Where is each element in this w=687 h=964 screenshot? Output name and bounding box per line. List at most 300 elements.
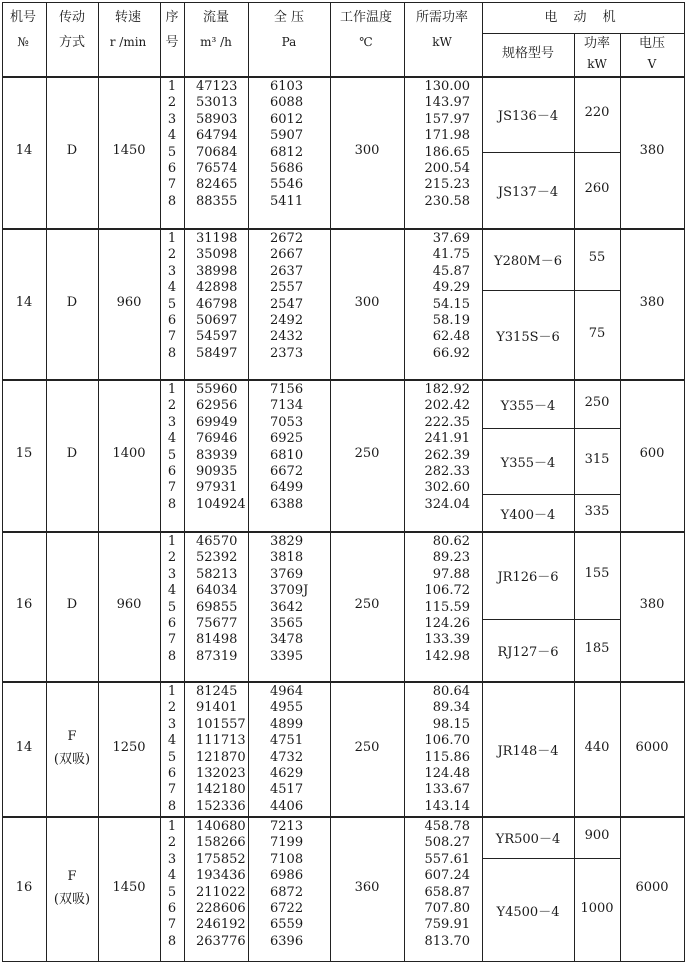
row-pressure: 6396 [270, 933, 304, 949]
column-rule-8 [482, 2, 483, 962]
row-pressure: 7156 [270, 382, 304, 397]
row-pressure: 3565 [270, 616, 304, 631]
group-voltage: 380 [639, 294, 665, 310]
row-pressure: 7199 [270, 835, 304, 851]
row-flow: 246192 [196, 917, 246, 933]
column-rule-7 [404, 2, 405, 962]
row-power: 89.34 [432, 700, 470, 716]
row-flow: 58213 [196, 566, 238, 582]
row-pressure: 3818 [270, 550, 304, 566]
row-pressure: 2432 [270, 329, 304, 345]
row-pressure: 6872 [270, 884, 304, 900]
row-seq: 8 [167, 798, 177, 814]
row-power: 49.29 [432, 280, 470, 296]
row-flow: 64794 [196, 128, 238, 144]
group-jihao: 14 [15, 143, 33, 158]
row-flow: 64034 [196, 583, 238, 599]
row-power: 458.78 [424, 819, 470, 834]
row-power: 222.35 [424, 414, 470, 430]
motor-model: Y355－4 [500, 456, 556, 471]
row-seq: 5 [167, 884, 177, 900]
row-seq: 5 [167, 599, 177, 615]
group-temp: 360 [354, 879, 380, 895]
row-pressure: 5907 [270, 128, 304, 144]
row-power: 171.98 [424, 128, 470, 144]
row-pressure: 4955 [270, 700, 304, 716]
row-power: 80.64 [432, 684, 470, 699]
row-seq: 1 [167, 684, 177, 699]
header-seq [160, 10, 184, 50]
row-flow: 140680 [196, 819, 246, 834]
header-seq-label: 序 [165, 10, 179, 25]
motor-model: Y400－4 [500, 507, 556, 523]
row-seq: 3 [167, 111, 177, 127]
row-pressure: 3478 [270, 632, 304, 648]
row-seq: 4 [167, 868, 177, 884]
row-seq: 6 [167, 616, 177, 631]
header-power-unit: kW [432, 35, 452, 49]
motor-kw: 1000 [580, 900, 614, 916]
row-power: 106.70 [424, 733, 470, 749]
row-seq: 3 [167, 716, 177, 732]
row-pressure: 2373 [270, 345, 304, 361]
row-power: 658.87 [424, 884, 470, 900]
row-pressure: 6103 [270, 79, 304, 94]
row-seq: 1 [167, 231, 177, 246]
row-power: 115.59 [424, 599, 470, 615]
row-flow: 175852 [196, 851, 246, 867]
group-temp: 250 [354, 597, 380, 612]
header-jihao-unit: № [17, 35, 29, 49]
row-seq: 7 [167, 480, 177, 496]
header-motor-model: 规格型号 [501, 46, 554, 61]
row-power: 302.60 [424, 480, 470, 496]
column-rule-3 [160, 2, 161, 962]
row-seq: 1 [167, 79, 177, 94]
row-flow: 69949 [196, 414, 238, 430]
row-pressure: 4406 [270, 798, 304, 814]
row-seq: 8 [167, 496, 177, 512]
row-flow: 104924 [196, 496, 246, 512]
row-seq: 1 [167, 534, 177, 549]
row-pressure: 7053 [270, 414, 304, 430]
group-jihao: 16 [15, 879, 33, 895]
header-temp-label: 工作温度 [339, 10, 392, 25]
header-motor-power-label: 功率 [583, 36, 610, 51]
row-flow: 81245 [196, 684, 238, 699]
row-flow: 142180 [196, 782, 246, 798]
row-pressure: 3769 [270, 566, 304, 582]
row-flow: 121870 [196, 749, 246, 765]
row-seq: 7 [167, 917, 177, 933]
row-flow: 54597 [196, 329, 238, 345]
column-rule-11 [684, 2, 685, 962]
row-power: 115.86 [424, 749, 470, 765]
column-rule-9 [574, 33, 575, 962]
row-pressure: 6722 [270, 901, 304, 916]
header-jihao [2, 10, 44, 50]
header-motor: 电 动 机 [544, 10, 622, 25]
group-drive: D [66, 597, 78, 612]
motor-header-divider [482, 33, 685, 34]
row-seq: 2 [167, 95, 177, 111]
row-flow: 87319 [196, 648, 238, 664]
row-flow: 101557 [196, 716, 246, 732]
header-temp [330, 10, 402, 50]
row-power: 143.97 [424, 95, 470, 111]
row-power: 157.97 [424, 111, 470, 127]
group-bottom-rule [2, 531, 685, 533]
row-seq: 3 [167, 414, 177, 430]
row-seq: 8 [167, 648, 177, 664]
column-rule-0 [2, 2, 3, 962]
row-seq: 6 [167, 313, 177, 328]
motor-kw: 55 [588, 250, 606, 265]
row-power: 707.80 [424, 901, 470, 916]
header-motor-voltage [620, 36, 684, 72]
column-rule-6 [330, 2, 331, 962]
motor-kw: 260 [584, 181, 610, 196]
group-speed: 1400 [112, 446, 146, 461]
row-seq: 2 [167, 247, 177, 263]
row-flow: 62956 [196, 398, 238, 414]
row-pressure: 5411 [270, 193, 304, 209]
row-pressure: 6012 [270, 111, 304, 127]
row-seq: 7 [167, 177, 177, 193]
row-pressure: 2492 [270, 313, 304, 328]
row-flow: 47123 [196, 79, 238, 94]
row-flow: 35098 [196, 247, 238, 263]
row-seq: 6 [167, 901, 177, 916]
row-pressure: 7213 [270, 819, 304, 834]
row-seq: 7 [167, 329, 177, 345]
row-pressure: 4732 [270, 749, 304, 765]
row-seq: 3 [167, 851, 177, 867]
group-temp: 300 [354, 143, 380, 158]
group-voltage: 600 [639, 446, 665, 461]
group-bottom-rule [2, 961, 685, 962]
row-pressure: 6812 [270, 144, 304, 160]
row-power: 97.88 [432, 566, 470, 582]
motor-model: JR148－4 [497, 743, 559, 759]
group-drive-note: (双吸) [53, 751, 91, 767]
row-power: 241.91 [424, 431, 470, 447]
group-voltage: 6000 [635, 879, 669, 895]
row-seq: 4 [167, 128, 177, 144]
row-flow: 50697 [196, 313, 238, 328]
row-flow: 88355 [196, 193, 238, 209]
header-motor-power [574, 36, 620, 72]
row-flow: 152336 [196, 798, 246, 814]
motor-model: YR500－4 [495, 832, 561, 847]
row-seq: 6 [167, 464, 177, 479]
motor-kw: 315 [584, 452, 610, 467]
row-seq: 4 [167, 280, 177, 296]
row-power: 133.39 [424, 632, 470, 648]
row-pressure: 4964 [270, 684, 304, 699]
header-power-label: 所需功率 [415, 10, 468, 25]
row-power: 324.04 [424, 496, 470, 512]
row-pressure: 6088 [270, 95, 304, 111]
row-seq: 6 [167, 161, 177, 176]
row-seq: 5 [167, 447, 177, 463]
table-top-rule [2, 2, 685, 3]
row-pressure: 6925 [270, 431, 304, 447]
group-voltage: 6000 [635, 739, 669, 755]
row-pressure: 2667 [270, 247, 304, 263]
row-pressure: 3829 [270, 534, 304, 549]
row-flow: 58497 [196, 345, 238, 361]
row-seq: 7 [167, 632, 177, 648]
row-seq: 2 [167, 550, 177, 566]
motor-model: JR126－6 [497, 570, 559, 585]
row-flow: 46570 [196, 534, 238, 549]
row-pressure: 4751 [270, 733, 304, 749]
header-temp-unit: ℃ [359, 35, 373, 49]
group-temp: 250 [354, 446, 380, 461]
motor-kw: 155 [584, 566, 610, 581]
row-flow: 228606 [196, 901, 246, 916]
row-pressure: 6559 [270, 917, 304, 933]
column-rule-2 [98, 2, 99, 962]
motor-model: Y280M－6 [494, 254, 562, 269]
row-power: 54.15 [432, 296, 470, 312]
row-pressure: 6499 [270, 480, 304, 496]
header-drive-label: 传动 [58, 10, 85, 25]
row-power: 759.91 [424, 917, 470, 933]
group-drive: D [66, 294, 78, 310]
row-power: 557.61 [424, 851, 470, 867]
motor-model: JS137－4 [497, 185, 559, 200]
row-flow: 263776 [196, 933, 246, 949]
motor-kw: 75 [588, 325, 606, 341]
row-pressure: 4629 [270, 766, 304, 781]
row-pressure: 6388 [270, 496, 304, 512]
row-flow: 70684 [196, 144, 238, 160]
row-pressure: 3709J [270, 583, 309, 599]
row-flow: 132023 [196, 766, 246, 781]
header-pressure-unit: Pa [281, 35, 297, 49]
group-bottom-rule [2, 681, 685, 683]
group-jihao: 14 [15, 739, 33, 755]
motor-kw: 900 [584, 828, 610, 843]
row-power: 202.42 [424, 398, 470, 414]
motor-model: Y315S－6 [496, 329, 560, 345]
header-drive [46, 10, 98, 50]
group-bottom-rule [2, 379, 685, 381]
row-pressure: 3642 [270, 599, 304, 615]
header-jihao-label: 机号 [9, 10, 36, 25]
header-pressure [248, 10, 330, 50]
row-seq: 4 [167, 733, 177, 749]
row-seq: 3 [167, 566, 177, 582]
row-power: 89.23 [432, 550, 470, 566]
motor-kw: 250 [584, 394, 610, 410]
group-voltage: 380 [639, 597, 665, 612]
row-pressure: 6986 [270, 868, 304, 884]
row-seq: 4 [167, 431, 177, 447]
row-power: 62.48 [432, 329, 470, 345]
row-power: 262.39 [424, 447, 470, 463]
motor-divider [482, 858, 621, 859]
group-bottom-rule [2, 228, 685, 230]
row-power: 282.33 [424, 464, 470, 479]
column-rule-10 [620, 33, 621, 962]
row-pressure: 6672 [270, 464, 304, 479]
row-seq: 2 [167, 835, 177, 851]
row-seq: 4 [167, 583, 177, 599]
group-speed: 960 [116, 597, 142, 612]
group-speed: 1450 [112, 143, 146, 158]
row-flow: 82465 [196, 177, 238, 193]
header-motor-voltage-label: 电压 [638, 36, 665, 51]
row-power: 124.26 [424, 616, 470, 631]
row-pressure: 6810 [270, 447, 304, 463]
row-pressure: 4899 [270, 716, 304, 732]
row-flow: 81498 [196, 632, 238, 648]
row-pressure: 7134 [270, 398, 304, 414]
group-drive: F [67, 728, 77, 744]
row-power: 142.98 [424, 648, 470, 664]
motor-model: JS136－4 [497, 109, 559, 124]
row-power: 106.72 [424, 583, 470, 599]
row-seq: 3 [167, 263, 177, 279]
row-pressure: 7108 [270, 851, 304, 867]
row-seq: 2 [167, 700, 177, 716]
row-seq: 7 [167, 782, 177, 798]
group-temp: 250 [354, 739, 380, 755]
column-rule-4 [184, 2, 185, 962]
column-rule-1 [46, 2, 47, 962]
row-pressure: 5686 [270, 161, 304, 176]
row-power: 80.62 [432, 534, 470, 549]
motor-divider [482, 494, 621, 495]
header-pressure-label: 全 压 [273, 10, 305, 25]
header-motor-voltage-unit: V [647, 57, 657, 71]
row-pressure: 2672 [270, 231, 304, 246]
row-flow: 76574 [196, 161, 238, 176]
row-power: 508.27 [424, 835, 470, 851]
row-flow: 97931 [196, 480, 238, 496]
group-speed: 1250 [112, 739, 146, 755]
row-flow: 55960 [196, 382, 238, 397]
header-speed-unit: r /min [109, 35, 147, 49]
column-rule-5 [248, 2, 249, 962]
row-power: 45.87 [432, 263, 470, 279]
row-flow: 53013 [196, 95, 238, 111]
row-flow: 193436 [196, 868, 246, 884]
row-flow: 46798 [196, 296, 238, 312]
motor-model: RJ127－6 [497, 645, 559, 660]
row-power: 58.19 [432, 313, 470, 328]
row-power: 200.54 [424, 161, 470, 176]
row-pressure: 3395 [270, 648, 304, 664]
group-drive: D [66, 446, 78, 461]
row-power: 215.23 [424, 177, 470, 193]
row-pressure: 2547 [270, 296, 304, 312]
row-seq: 2 [167, 398, 177, 414]
row-seq: 8 [167, 345, 177, 361]
group-drive: D [66, 143, 78, 158]
row-pressure: 4517 [270, 782, 304, 798]
row-pressure: 2637 [270, 263, 304, 279]
motor-kw: 185 [584, 641, 610, 656]
header-speed-label: 转速 [114, 10, 141, 25]
header-speed [98, 10, 158, 50]
motor-model: Y355－4 [500, 398, 556, 414]
row-power: 37.69 [432, 231, 470, 246]
row-power: 98.15 [432, 716, 470, 732]
row-power: 124.48 [424, 766, 470, 781]
header-motor-power-unit: kW [587, 57, 607, 71]
row-seq: 1 [167, 819, 177, 834]
motor-kw: 220 [584, 105, 610, 120]
motor-model: Y4500－4 [496, 904, 560, 920]
row-flow: 75677 [196, 616, 238, 631]
row-seq: 6 [167, 766, 177, 781]
row-pressure: 5546 [270, 177, 304, 193]
row-seq: 8 [167, 933, 177, 949]
row-flow: 69855 [196, 599, 238, 615]
motor-divider [482, 619, 621, 620]
row-flow: 52392 [196, 550, 238, 566]
header-flow [184, 10, 248, 50]
group-bottom-rule [2, 816, 685, 818]
row-flow: 158266 [196, 835, 246, 851]
group-jihao: 14 [15, 294, 33, 310]
row-flow: 76946 [196, 431, 238, 447]
row-flow: 38998 [196, 263, 238, 279]
row-flow: 58903 [196, 111, 238, 127]
row-flow: 211022 [196, 884, 246, 900]
row-power: 230.58 [424, 193, 470, 209]
row-flow: 83939 [196, 447, 238, 463]
row-pressure: 2557 [270, 280, 304, 296]
row-flow: 111713 [196, 733, 246, 749]
row-seq: 5 [167, 749, 177, 765]
row-power: 186.65 [424, 144, 470, 160]
row-power: 66.92 [432, 345, 470, 361]
motor-kw: 440 [584, 739, 610, 755]
row-power: 41.75 [432, 247, 470, 263]
group-voltage: 380 [639, 143, 665, 158]
row-power: 813.70 [424, 933, 470, 949]
row-seq: 8 [167, 193, 177, 209]
header-flow-unit: m³ /h [200, 35, 232, 49]
header-bottom-rule [2, 76, 685, 78]
header-seq-label2: 号 [165, 35, 179, 50]
group-speed: 1450 [112, 879, 146, 895]
group-drive: F [67, 868, 77, 884]
group-drive-note: (双吸) [53, 891, 91, 907]
group-temp: 300 [354, 294, 380, 310]
group-jihao: 15 [15, 446, 33, 461]
row-power: 130.00 [424, 79, 470, 94]
row-flow: 91401 [196, 700, 238, 716]
row-power: 607.24 [424, 868, 470, 884]
row-flow: 42898 [196, 280, 238, 296]
header-power [404, 10, 480, 50]
header-flow-label: 流量 [202, 10, 229, 25]
motor-divider [482, 428, 621, 429]
row-flow: 31198 [196, 231, 238, 246]
motor-kw: 335 [584, 503, 610, 519]
row-power: 133.67 [424, 782, 470, 798]
group-jihao: 16 [15, 597, 33, 612]
motor-divider [482, 290, 621, 291]
row-flow: 90935 [196, 464, 238, 479]
row-seq: 1 [167, 382, 177, 397]
